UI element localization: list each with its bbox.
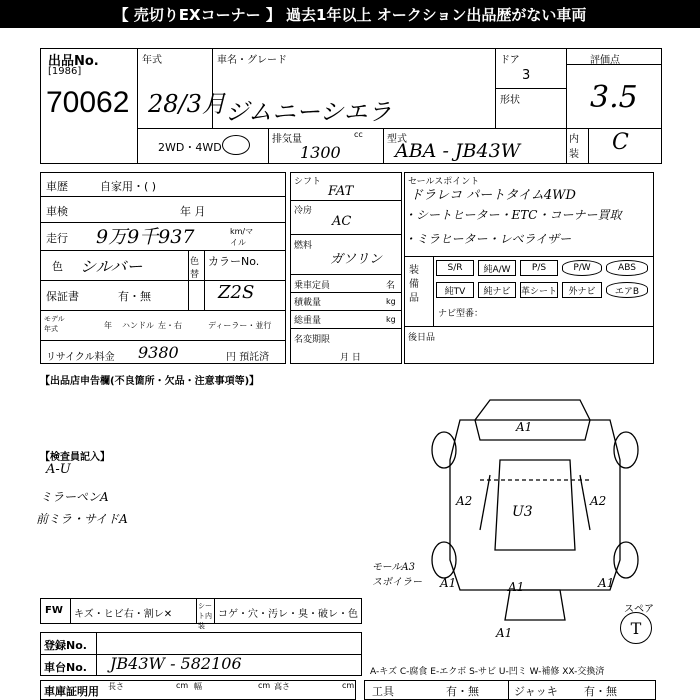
diagram-note-4: U3 bbox=[512, 504, 533, 520]
spare-label: スペア bbox=[624, 604, 654, 615]
color-change-label: 色替 bbox=[190, 257, 200, 280]
interior-label: 内装 bbox=[569, 134, 579, 160]
mileage-unit: km/マイル bbox=[230, 227, 254, 247]
equip-alloy: 純A/W bbox=[478, 260, 516, 276]
banner-text: 【 売切りEXコーナー 】 過去1年以上 オークション出品歴がない車両 bbox=[113, 5, 587, 24]
diagram-note-6: A1 bbox=[508, 580, 525, 594]
fw-label: FW bbox=[45, 605, 63, 616]
name-value: ジムニーシエラ bbox=[225, 98, 392, 126]
spare-mark: T bbox=[620, 612, 652, 644]
aircon-value: AC bbox=[332, 214, 352, 229]
score-value: 3.5 bbox=[590, 80, 638, 115]
seller-notes-label: 【出品店申告欄(不良箇所・欠品・注意事項等)】 bbox=[40, 376, 260, 387]
inspection-label: 車検 bbox=[46, 205, 68, 218]
equip-label: 装備品 bbox=[409, 265, 419, 304]
seat-label: シート内装 bbox=[198, 602, 212, 630]
lot-number: 70062 bbox=[46, 86, 130, 119]
right-door-line bbox=[580, 475, 590, 530]
model-year-unit: 年 bbox=[104, 321, 112, 330]
diagram-note-3: A2 bbox=[590, 494, 607, 508]
chassis-value: JB43W - 582106 bbox=[110, 654, 242, 673]
deadline-label: 名変期限 bbox=[294, 335, 331, 345]
recycle-label: リサイクル料金 bbox=[46, 352, 115, 363]
shift-value: FAT bbox=[328, 184, 354, 199]
load-unit: kg bbox=[386, 297, 396, 306]
interior-value: C bbox=[612, 130, 629, 155]
color-label: 色 bbox=[52, 260, 63, 273]
cert-height-label: 高さ bbox=[274, 682, 290, 691]
inspector-note-1: A-U bbox=[46, 462, 71, 477]
inspector-note-2: ミラーペンA bbox=[40, 490, 109, 504]
handle-label: ハンドル bbox=[122, 321, 154, 330]
body-label: 形状 bbox=[500, 95, 520, 106]
equip-pw: P/W bbox=[562, 260, 602, 276]
lot-label: 出品No. bbox=[48, 54, 99, 69]
drive-circle bbox=[222, 135, 250, 155]
later-label: 後日品 bbox=[408, 333, 436, 343]
mileage-label: 走行 bbox=[46, 232, 68, 245]
fuel-value: ガソリン bbox=[330, 252, 383, 267]
capacity-unit: 名 bbox=[386, 281, 396, 291]
left-door-line bbox=[480, 475, 490, 530]
door-label: ドア bbox=[500, 55, 520, 66]
diagram-note-7: A1 bbox=[598, 576, 615, 590]
handle-value: 左・右 bbox=[158, 321, 182, 330]
capacity-label: 乗車定員 bbox=[294, 281, 331, 291]
deadline-unit: 月 日 bbox=[340, 353, 361, 363]
cert-length-unit: cm bbox=[176, 681, 189, 690]
tools-label: 工具 bbox=[372, 685, 394, 698]
aircon-label: 冷房 bbox=[294, 206, 313, 216]
fw-text: キズ・ヒビ右・割レ✕ bbox=[74, 609, 173, 620]
jack-value: 有・無 bbox=[584, 685, 617, 698]
year-code: [1986] bbox=[48, 66, 82, 77]
cert-width-unit: cm bbox=[258, 681, 271, 690]
inspector-note-3: 前ミラ・サイドA bbox=[36, 512, 128, 526]
mileage-value: 9万9千937 bbox=[96, 226, 195, 248]
history-value: 自家用・( ) bbox=[100, 180, 157, 193]
chassis-label: 車台No. bbox=[44, 661, 87, 674]
cert-height-unit: cm bbox=[342, 681, 355, 690]
equip-ext-navi: 外ナビ bbox=[562, 282, 602, 298]
displacement-unit: cc bbox=[354, 130, 363, 139]
displacement-label: 排気量 bbox=[272, 134, 302, 145]
diagram-note-5: A1 bbox=[440, 576, 457, 590]
color-value: シルバー bbox=[80, 257, 143, 276]
color-no-value: Z2S bbox=[218, 282, 255, 303]
navi-label: ナビ型番： bbox=[438, 309, 484, 319]
equip-ps: P/S bbox=[520, 260, 558, 276]
weight-unit: kg bbox=[386, 315, 396, 324]
cert-length-label: 長さ bbox=[108, 682, 124, 691]
recycle-value: 9380 bbox=[138, 343, 179, 362]
equip-sr: S/R bbox=[436, 260, 474, 276]
reg-label: 登録No. bbox=[44, 639, 87, 652]
dealer-label: ディーラー・並行 bbox=[208, 321, 272, 330]
equip-abs: ABS bbox=[606, 260, 648, 276]
equip-tv: 純TV bbox=[436, 282, 474, 298]
seat-text: コゲ・穴・汚レ・臭・破レ・色 bbox=[218, 609, 358, 620]
equip-navi: 純ナビ bbox=[478, 282, 516, 298]
diagram-note-1: A1 bbox=[516, 420, 533, 434]
history-label: 車歴 bbox=[46, 180, 68, 193]
displacement-value: 1300 bbox=[300, 143, 341, 162]
cert-label: 車庫証明用 bbox=[44, 685, 99, 698]
fuel-label: 燃料 bbox=[294, 241, 313, 251]
equip-airbag: エアB bbox=[606, 282, 648, 298]
model-year-label: モデル年式 bbox=[44, 315, 65, 333]
year-value: 28/3月 bbox=[148, 90, 226, 118]
cert-width-label: 幅 bbox=[194, 682, 202, 691]
sales-line-2: ・シートヒーター・ETC・コーナー買取 bbox=[404, 208, 622, 222]
rear-right-wheel bbox=[614, 542, 638, 578]
inspector-label: 【検査員記入】 bbox=[40, 452, 110, 463]
equip-leather: 革シート bbox=[520, 282, 558, 298]
weight-label: 総重量 bbox=[294, 316, 322, 326]
name-label: 車名・グレード bbox=[217, 55, 287, 66]
warranty-label: 保証書 bbox=[46, 290, 79, 303]
door-value: 3 bbox=[522, 68, 531, 83]
legend: A-キズ C-腐食 E-エクボ S-サビ U-凹ミ W-補修 XX-交換済 bbox=[370, 667, 605, 677]
drive-label: 2WD・4WD bbox=[158, 141, 222, 154]
shift-label: シフト bbox=[294, 177, 322, 187]
load-label: 積載量 bbox=[294, 298, 322, 308]
model-label: 型式 bbox=[387, 134, 407, 145]
cabin-outline bbox=[495, 460, 575, 550]
hood-outline bbox=[505, 590, 565, 620]
banner bbox=[0, 0, 700, 28]
warranty-value: 有・無 bbox=[118, 290, 151, 303]
year-label: 年式 bbox=[142, 55, 162, 66]
model-value: ABA - JB43W bbox=[395, 140, 521, 162]
sales-label: セールスポイント bbox=[408, 177, 480, 187]
sales-line-1: ドラレコ パートタイム4WD bbox=[410, 188, 576, 203]
color-no-label: カラーNo. bbox=[208, 255, 260, 268]
diagram-note-2: A2 bbox=[456, 494, 473, 508]
recycle-unit: 円 預託済 bbox=[226, 352, 270, 363]
diagram-note-8: A1 bbox=[496, 626, 513, 640]
diagram-note-9: モールA3 スポイラー bbox=[372, 562, 422, 588]
inspection-units: 年 月 bbox=[180, 205, 206, 218]
jack-label: ジャッキ bbox=[514, 685, 558, 698]
score-label: 評価点 bbox=[590, 55, 620, 66]
tools-value: 有・無 bbox=[446, 685, 479, 698]
sales-line-3: ・ミラヒーター・レベライザー bbox=[404, 232, 572, 246]
rear-left-wheel bbox=[432, 542, 456, 578]
